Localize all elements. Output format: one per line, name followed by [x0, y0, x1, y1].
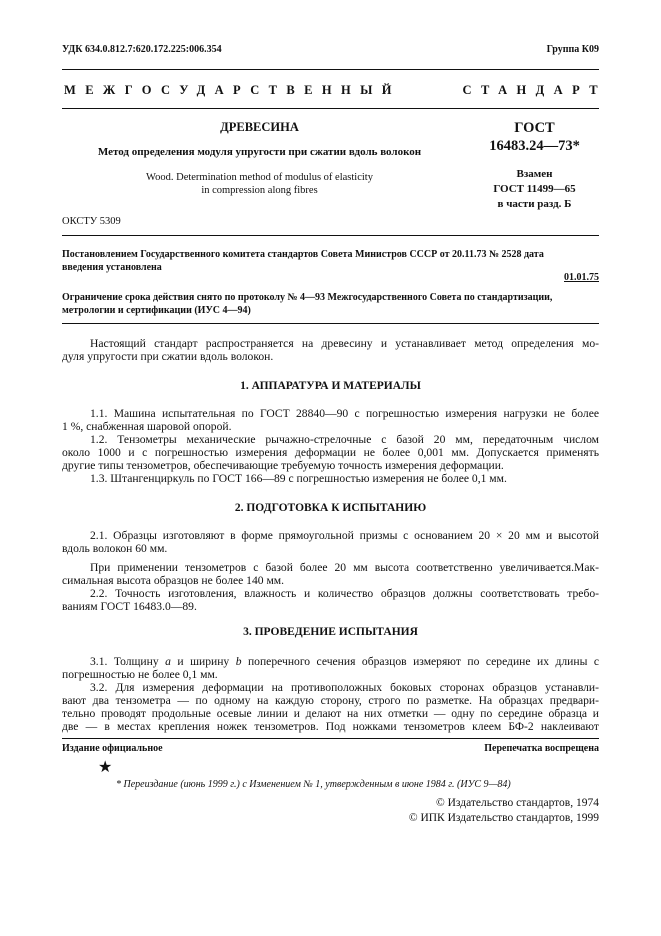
group-code: Группа К09	[546, 44, 599, 55]
resolution-line2: введения установлена	[62, 262, 162, 273]
star-icon: ★	[98, 759, 113, 776]
section3-heading: 3. ПРОВЕДЕНИЕ ИСПЫТАНИЯ	[243, 626, 418, 638]
intro-paragraph: Настоящий стандарт распространяется на древесину и устанавливает метод определения мо- дуля упругости при сжатии вдоль волокон.	[62, 337, 599, 363]
gost-label: ГОСТ	[514, 120, 555, 136]
replaced-part: в части разд. Б	[497, 198, 572, 210]
english-title-line1: Wood. Determination method of modulus of elasticity	[146, 172, 373, 183]
restriction-line2: метрологии и сертификации (ИУС 4—94)	[62, 305, 251, 316]
copyright-1999: © ИПК Издательство стандартов, 1999	[408, 812, 599, 824]
section1-heading: 1. АППАРАТУРА И МАТЕРИАЛЫ	[240, 380, 421, 392]
english-title-line2: in compression along fibres	[201, 185, 318, 196]
restriction-line1: Ограничение срока действия снято по протоколу № 4—93 Межгосударственного Совета по стандартизации,	[62, 292, 553, 303]
replaced-gost: ГОСТ 11499—65	[493, 183, 576, 195]
section1-body: 1.1. Машина испытательная по ГОСТ 28840—90 с погрешностью измерения нагрузки не более 1 %, снабженная шаровой опорой. 1.2. Тензометры механические рычажно-стрелочные с базой 20 мм, передаточным числом около 1000 и с погрешностью измерения деформации не более 0,001 мм. Допускается применять другие типы тензометров, обеспечивающие требуемую точность измерения деформации. 1.3. Штангенциркуль по ГОСТ 166—89 с погрешностью измерения не более 0,1 мм.	[62, 407, 599, 485]
doc-subtitle: Метод определения модуля упругости при сжатии вдоль волокон	[97, 146, 422, 158]
footer-rule	[62, 738, 599, 739]
banner-rule	[62, 108, 599, 109]
top-rule	[62, 69, 599, 70]
udk-code: УДК 634.0.812.7:620.172.225:006.354	[62, 44, 222, 55]
doc-title: ДРЕВЕСИНА	[220, 120, 299, 134]
banner-left: МЕЖГОСУДАРСТВЕННЫЙ	[64, 83, 401, 97]
banner-right: СТАНДАРТ	[462, 83, 607, 97]
section3-body: 3.1. Толщину a и ширину b поперечного сечения образцов измеряют по середине их длины с погрешностью не более 0,1 мм. 3.2. Для измерения деформации на противоположных боковых сторонах образцов устанавли- вают два тензометра — по одному на каждую сторону, строго по разметке. На образцах предвари- тельно проводят продольные осевые линии и делают на них отметки — одну по середине образца и две — в местах крепления ножек тензометров. Под ножками тензометров клеем БФ-2 наклеивают	[62, 655, 599, 733]
resolution-line1: Постановлением Государственного комитета стандартов Совета Министров СССР от 20.11.73 № 2528 дата	[62, 249, 544, 260]
copyright-1974: © Издательство стандартов, 1974	[435, 797, 599, 809]
replaced-label: Взамен	[516, 168, 553, 180]
section2-heading: 2. ПОДГОТОВКА К ИСПЫТАНИЮ	[234, 502, 427, 514]
restriction-rule	[62, 323, 599, 324]
reprint-prohibited: Перепечатка воспрещена	[484, 743, 599, 754]
okstu-code: ОКСТУ 5309	[62, 216, 121, 227]
official-edition: Издание официальное	[62, 743, 163, 754]
reissue-note: * Переиздание (июнь 1999 г.) с Изменением № 1, утвержденным в июне 1984 г. (ИУС 9—84)	[116, 779, 511, 790]
introduction-date: 01.01.75	[564, 272, 599, 283]
section2-body: 2.1. Образцы изготовляют в форме прямоугольной призмы с основанием 20 × 20 мм и высотой вдоль волокон 60 мм. При применении тензометров с базой более 20 мм высота соответственно увеличивается.Мак- симальная высота образцов не более 140 мм. 2.2. Точность изготовления, влажность и количество образцов должны соответствовать требо- ваниям ГОСТ 16483.0—89.	[62, 529, 599, 613]
okstu-rule	[62, 235, 599, 236]
gost-number: 16483.24—73*	[489, 138, 580, 154]
